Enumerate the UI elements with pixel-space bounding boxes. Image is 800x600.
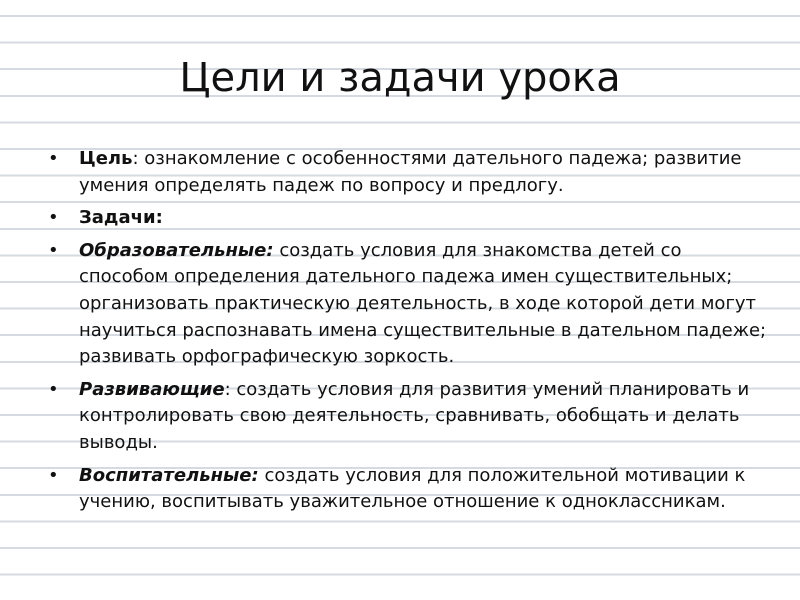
item-text: создать условия для положительной мотивации к учению, воспитывать уважительное отношение к одноклассникам. xyxy=(79,464,746,513)
bullet-icon: • xyxy=(48,239,59,261)
item-lead: Образовательные: xyxy=(79,239,274,261)
item-lead: Цель xyxy=(79,148,133,169)
list-item-upbringing xyxy=(48,463,768,516)
item-text: : ознакомление с особенностями дательного падежа; развитие умения определять падеж по вопросу и предлогу. xyxy=(79,148,742,196)
bullet-icon: • xyxy=(48,148,59,169)
bullet-icon: • xyxy=(48,378,59,400)
bullet-icon: • xyxy=(48,207,59,229)
bullet-list xyxy=(48,146,768,522)
list-item-goal xyxy=(48,146,768,199)
list-item-developmental xyxy=(48,377,768,457)
list-item-educational xyxy=(48,238,768,371)
slide-title: Цели и задачи урока xyxy=(179,55,621,101)
list-item-tasks xyxy=(48,205,768,232)
item-lead: Воспитательные: xyxy=(79,464,259,486)
bullet-icon: • xyxy=(48,464,59,486)
item-lead: Задачи: xyxy=(79,207,163,229)
item-text: : создать условия для развития умений планировать и контролировать свою деятельность, сравнивать, обобщать и делать выводы. xyxy=(79,378,750,453)
item-lead: Развивающие xyxy=(79,378,225,400)
item-text: создать условия для знакомства детей со способом определения дательного падежа имен существительных; организовать практическую деятельность, в ходе которой дети могут научиться распознавать имена существительные в дательном падеже; развивать орфографическую зоркость. xyxy=(79,239,767,368)
